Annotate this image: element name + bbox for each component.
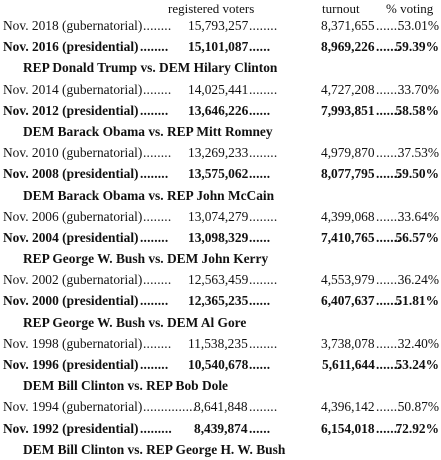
- header-registered-voters: registered voters: [168, 1, 255, 16]
- turnout-value: 7,410,765: [321, 229, 375, 245]
- turnout-value: 4,396,142: [321, 399, 375, 415]
- election-label: Nov. 2000 (presidential): [3, 293, 139, 309]
- percent-voting-value: 59.50%: [395, 166, 439, 182]
- registered-voters-value: 13,575,062: [188, 166, 249, 182]
- turnout-value: 6,407,637: [321, 293, 375, 309]
- election-label: Nov. 2018 (gubernatorial): [3, 18, 143, 33]
- leader-dots: ......: [249, 420, 271, 436]
- presidential-election-row: [3, 418, 441, 439]
- leader-dots: ........: [140, 166, 169, 182]
- election-label: Nov. 1992 (presidential): [3, 420, 139, 436]
- percent-voting-value: 32.40%: [397, 335, 439, 351]
- election-label: Nov. 2010 (gubernatorial): [3, 145, 143, 161]
- percent-voting-value: 33.64%: [397, 208, 439, 224]
- matchup-line: REP George W. Bush vs. DEM Al Gore: [23, 314, 247, 330]
- leader-dots: ........: [143, 18, 172, 33]
- leader-dots: .......: [376, 229, 401, 245]
- percent-voting-value: 56.57%: [395, 229, 439, 245]
- turnout-value: 8,371,655: [321, 18, 375, 33]
- leader-dots: ........: [249, 18, 278, 33]
- registered-voters-value: 12,563,459: [188, 272, 249, 288]
- registered-voters-value: 8,641,848: [194, 399, 248, 415]
- turnout-value: 8,077,795: [321, 166, 375, 182]
- leader-dots: ........: [140, 357, 169, 372]
- percent-voting-value: 53.01%: [397, 18, 439, 33]
- election-label: Nov. 2016 (presidential): [3, 39, 139, 55]
- leader-dots: .......: [376, 293, 401, 309]
- registered-voters-value: 15,793,257: [188, 18, 249, 33]
- matchup-line: DEM Bill Clinton vs. REP George H. W. Bush: [23, 441, 286, 457]
- turnout-value: 5,611,644: [322, 357, 375, 372]
- leader-dots: ......: [249, 357, 271, 372]
- leader-dots: .......: [376, 18, 401, 33]
- percent-voting-value: 72.92%: [395, 420, 439, 436]
- leader-dots: ......: [249, 293, 271, 309]
- leader-dots: ........: [140, 229, 169, 245]
- leader-dots: ........: [249, 399, 278, 415]
- leader-dots: ........: [140, 293, 169, 309]
- registered-voters-value: 11,538,235: [188, 335, 248, 351]
- leader-dots: ........: [143, 81, 172, 97]
- percent-voting-value: 37.53%: [397, 145, 439, 161]
- turnout-value: 4,399,068: [321, 208, 375, 224]
- matchup-line: DEM Barack Obama vs. REP Mitt Romney: [23, 123, 273, 139]
- leader-dots: .......: [376, 357, 401, 372]
- turnout-value: 4,553,979: [321, 272, 375, 288]
- leader-dots: ........: [143, 335, 172, 351]
- election-label: Nov. 1998 (gubernatorial): [3, 335, 143, 351]
- leader-dots: ........: [143, 208, 172, 224]
- gubernatorial-election-row: [3, 396, 441, 417]
- registered-voters-value: 12,365,235: [188, 293, 249, 309]
- election-label: Nov. 1994 (gubernatorial): [3, 399, 143, 415]
- election-label: Nov. 2002 (gubernatorial): [3, 272, 143, 288]
- turnout-value: 3,738,078: [321, 335, 375, 351]
- leader-dots: ......: [249, 39, 271, 55]
- gubernatorial-election-row: [3, 333, 441, 354]
- matchup-line: DEM Barack Obama vs. REP John McCain: [23, 187, 275, 203]
- turnout-value: 8,969,226: [321, 39, 375, 55]
- leader-dots: ........: [249, 272, 278, 288]
- leader-dots: .......: [376, 335, 401, 351]
- presidential-election-row: [3, 36, 441, 57]
- leader-dots: ........: [249, 81, 278, 97]
- leader-dots: ........: [249, 145, 278, 161]
- leader-dots: ........: [143, 272, 172, 288]
- leader-dots: .......: [376, 102, 401, 118]
- election-label: Nov. 2014 (gubernatorial): [3, 81, 143, 97]
- presidential-election-row: [3, 227, 441, 248]
- header-turnout: turnout: [322, 1, 360, 16]
- turnout-value: 4,727,208: [321, 81, 375, 97]
- header-percent-voting: % voting: [386, 1, 434, 16]
- presidential-election-row: [3, 290, 441, 311]
- turnout-value: 4,979,870: [321, 145, 375, 161]
- leader-dots: ........: [249, 335, 278, 351]
- gubernatorial-election-row: [3, 15, 441, 36]
- leader-dots: ......: [249, 166, 271, 182]
- percent-voting-value: 58.58%: [395, 102, 439, 118]
- leader-dots: ........: [140, 102, 169, 118]
- percent-voting-value: 36.24%: [397, 272, 439, 288]
- registered-voters-value: 14,025,441: [188, 81, 249, 97]
- leader-dots: ........: [140, 39, 169, 55]
- gubernatorial-election-row: [3, 206, 441, 227]
- election-label: Nov. 2008 (presidential): [3, 166, 139, 182]
- registered-voters-value: 13,646,226: [188, 102, 249, 118]
- percent-voting-value: 50.87%: [397, 399, 439, 415]
- registered-voters-value: 8,439,874: [194, 420, 248, 436]
- presidential-election-row: [3, 354, 441, 375]
- election-label: Nov. 2006 (gubernatorial): [3, 208, 143, 224]
- registered-voters-value: 10,540,678: [188, 357, 249, 372]
- registered-voters-value: 13,269,233: [188, 145, 249, 161]
- matchup-line: DEM Bill Clinton vs. REP Bob Dole: [23, 378, 228, 394]
- percent-voting-value: 59.39%: [395, 39, 439, 55]
- election-label: Nov. 1996 (presidential): [3, 357, 139, 372]
- registered-voters-value: 15,101,087: [188, 39, 249, 55]
- leader-dots: .......: [376, 166, 401, 182]
- presidential-election-row: [3, 163, 441, 184]
- gubernatorial-election-row: [3, 79, 441, 100]
- leader-dots: .......: [376, 208, 401, 224]
- presidential-election-row: [3, 100, 441, 121]
- leader-dots: .......: [376, 145, 401, 161]
- gubernatorial-election-row: [3, 269, 441, 290]
- leader-dots: ...............: [143, 399, 197, 415]
- leader-dots: .......: [376, 272, 401, 288]
- registered-voters-value: 13,074,279: [188, 208, 249, 224]
- election-table: [3, 15, 441, 460]
- leader-dots: .........: [140, 420, 172, 436]
- percent-voting-value: 51.81%: [395, 293, 439, 309]
- leader-dots: ......: [249, 229, 271, 245]
- leader-dots: ......: [249, 102, 271, 118]
- leader-dots: .......: [376, 420, 401, 436]
- percent-voting-value: 33.70%: [397, 81, 439, 97]
- percent-voting-value: 53.24%: [395, 357, 439, 372]
- election-label: Nov. 2012 (presidential): [3, 102, 139, 118]
- leader-dots: .......: [376, 39, 401, 55]
- leader-dots: .......: [376, 399, 401, 415]
- turnout-value: 7,993,851: [321, 102, 375, 118]
- turnout-value: 6,154,018: [321, 420, 375, 436]
- matchup-line: REP George W. Bush vs. DEM John Kerry: [23, 251, 269, 267]
- gubernatorial-election-row: [3, 142, 441, 163]
- election-label: Nov. 2004 (presidential): [3, 229, 139, 245]
- leader-dots: .......: [376, 81, 401, 97]
- matchup-line: REP Donald Trump vs. DEM Hilary Clinton: [23, 60, 278, 76]
- leader-dots: ........: [249, 208, 278, 224]
- registered-voters-value: 13,098,329: [188, 229, 249, 245]
- leader-dots: ........: [143, 145, 172, 161]
